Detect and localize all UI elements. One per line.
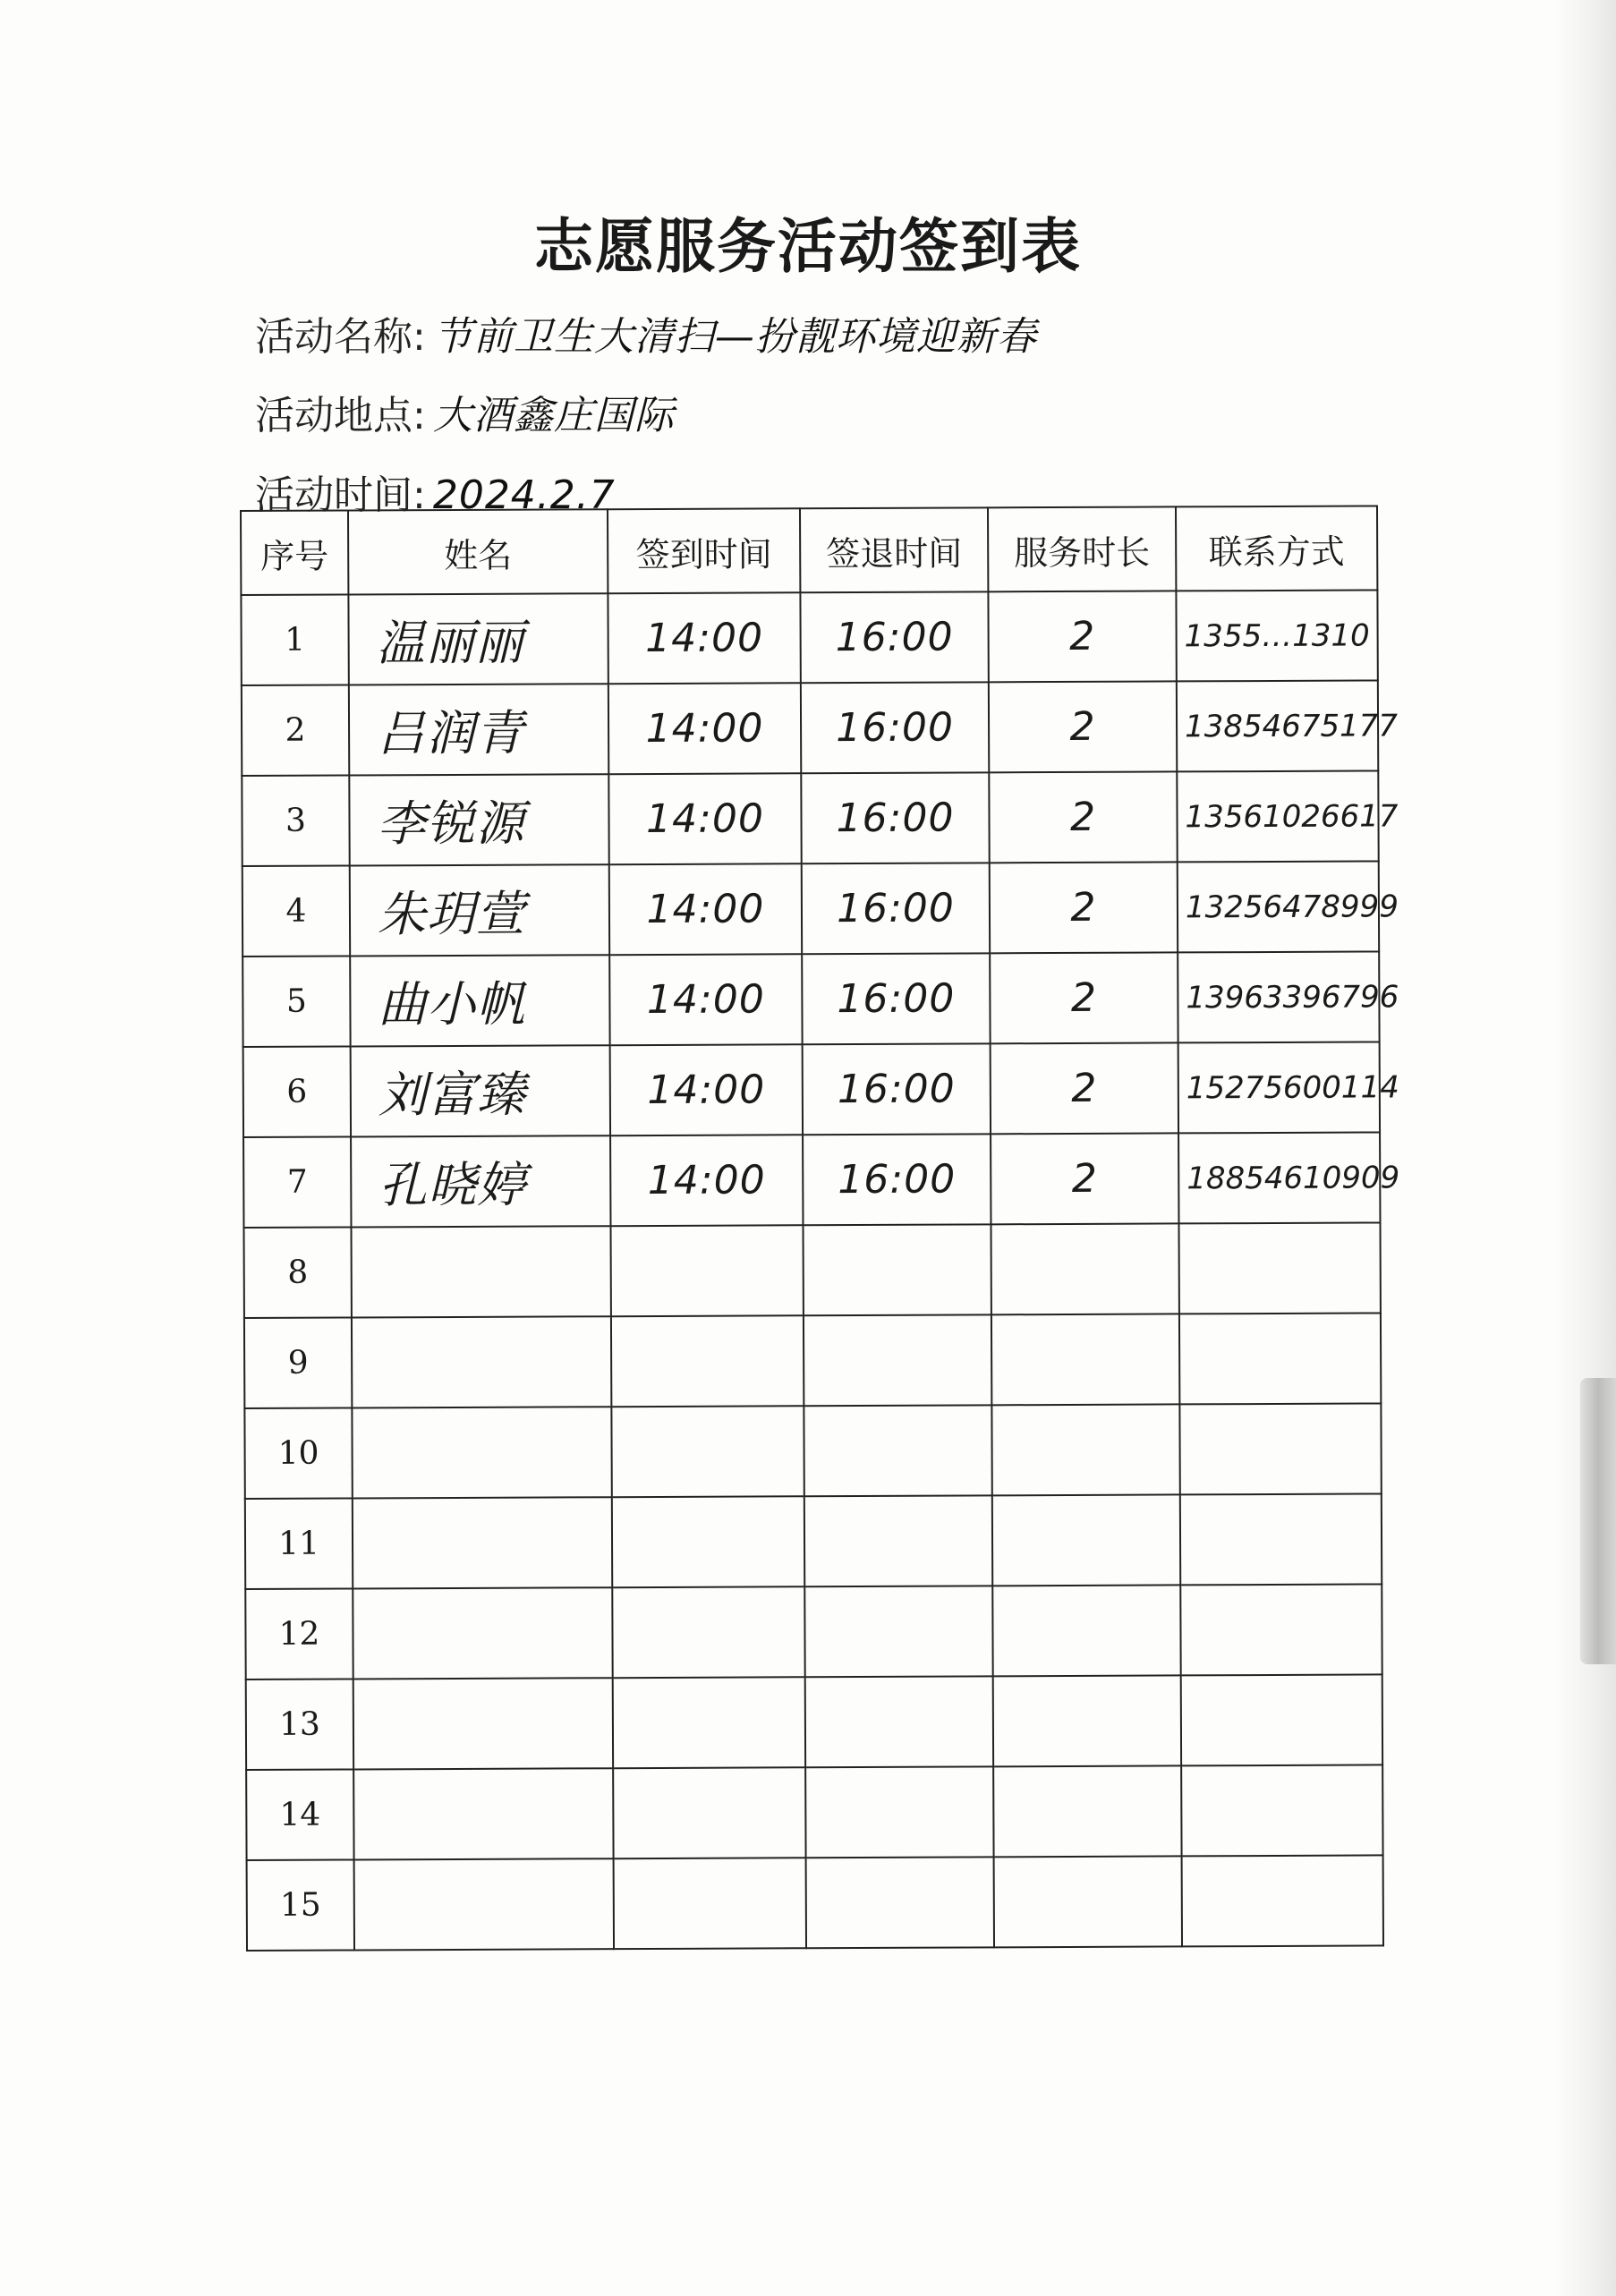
volunteer-name: 曲小帆 — [350, 955, 609, 1046]
signin-time — [614, 1858, 806, 1949]
table-row — [246, 1674, 1382, 1770]
page-edge-shadow — [1553, 0, 1616, 2296]
contact-phone: 13561026617 — [1177, 770, 1378, 862]
volunteer-name: 朱玥萱 — [350, 864, 609, 956]
signin-time: 14:00 — [608, 592, 800, 684]
contact-phone: 1355…1310 — [1176, 590, 1377, 681]
table-row — [243, 1042, 1380, 1137]
volunteer-name: 李锐源 — [349, 774, 608, 865]
signout-time: 16:00 — [802, 863, 990, 954]
signout-time — [805, 1676, 993, 1767]
volunteer-name: 吕润青 — [349, 684, 608, 775]
contact-phone: 13256478999 — [1178, 861, 1379, 952]
row-index: 8 — [243, 1227, 351, 1318]
activity-place-value: 大酒鑫庄国际 — [432, 393, 675, 438]
row-index: 9 — [244, 1317, 352, 1408]
signout-time — [804, 1314, 991, 1406]
service-hours — [991, 1404, 1179, 1495]
row-index: 3 — [242, 775, 349, 866]
contact-phone — [1179, 1313, 1381, 1404]
table-row — [242, 951, 1379, 1047]
signout-time: 16:00 — [803, 1043, 991, 1135]
binder-clip-shadow — [1580, 1378, 1616, 1664]
service-hours — [991, 1314, 1179, 1405]
contact-phone: 13963396796 — [1178, 951, 1379, 1042]
row-index: 7 — [243, 1136, 351, 1228]
header-signin-time: 签到时间 — [608, 508, 800, 593]
signout-time: 16:00 — [801, 682, 989, 773]
service-hours — [993, 1765, 1181, 1857]
table-row — [246, 1765, 1382, 1860]
signin-time — [613, 1677, 805, 1768]
signout-time — [804, 1586, 992, 1677]
contact-phone — [1180, 1493, 1382, 1585]
activity-place-label: 活动地点: — [255, 393, 426, 438]
contact-phone: 13854675177 — [1177, 680, 1378, 771]
row-index: 5 — [242, 956, 350, 1047]
row-index: 10 — [244, 1407, 352, 1499]
service-hours: 2 — [990, 862, 1178, 953]
service-hours: 2 — [991, 1133, 1178, 1224]
signin-time — [611, 1315, 804, 1407]
signin-time — [610, 1225, 803, 1316]
contact-phone — [1181, 1674, 1382, 1765]
signout-time — [806, 1857, 994, 1948]
signin-time: 14:00 — [609, 863, 802, 955]
table-row — [247, 1855, 1383, 1951]
service-hours: 2 — [989, 681, 1177, 772]
table-row — [242, 770, 1378, 866]
row-index: 1 — [241, 594, 348, 685]
contact-phone — [1181, 1765, 1382, 1856]
signout-time: 16:00 — [801, 772, 989, 863]
row-index: 12 — [245, 1588, 353, 1679]
header-contact: 联系方式 — [1176, 506, 1377, 591]
service-hours — [991, 1223, 1178, 1314]
volunteer-name: 刘富臻 — [351, 1045, 610, 1136]
service-hours: 2 — [990, 952, 1178, 1043]
table-row — [245, 1584, 1382, 1679]
service-hours — [994, 1856, 1182, 1947]
row-index: 4 — [242, 865, 350, 957]
signin-time: 14:00 — [610, 1135, 803, 1226]
signout-time — [804, 1405, 991, 1496]
signout-time — [804, 1495, 992, 1586]
signin-time — [613, 1767, 805, 1858]
table-row — [245, 1493, 1382, 1589]
contact-phone — [1178, 1222, 1380, 1314]
table-row — [244, 1403, 1381, 1499]
header-index: 序号 — [241, 510, 348, 595]
signin-time: 14:00 — [610, 1044, 803, 1135]
volunteer-name — [353, 1587, 612, 1679]
signin-time: 14:00 — [608, 773, 801, 864]
signout-time — [803, 1224, 991, 1315]
volunteer-name: 孔晓婷 — [351, 1135, 610, 1227]
header-service-hours: 服务时长 — [988, 506, 1176, 591]
activity-name-value: 节前卫生大清扫—扮靓环境迎新春 — [432, 314, 1037, 360]
service-hours — [992, 1585, 1180, 1676]
signin-time — [611, 1406, 804, 1497]
activity-name-label: 活动名称: — [255, 314, 426, 360]
volunteer-name — [354, 1858, 614, 1950]
signout-time: 16:00 — [802, 953, 990, 1044]
contact-phone: 18854610909 — [1178, 1132, 1380, 1223]
signout-time — [805, 1766, 993, 1858]
activity-time-label: 活动时间: — [255, 472, 426, 518]
volunteer-name — [351, 1226, 610, 1317]
signin-table — [240, 505, 1400, 1952]
service-hours — [993, 1675, 1181, 1766]
volunteer-name — [352, 1316, 611, 1407]
activity-time-value: 2024.2.7 — [432, 472, 616, 518]
table-row — [243, 1132, 1380, 1228]
activity-name-row — [255, 304, 1037, 361]
table-body — [241, 590, 1400, 1951]
table-header-row — [241, 506, 1377, 595]
service-hours: 2 — [989, 771, 1177, 863]
row-index: 2 — [242, 685, 349, 776]
row-index: 11 — [245, 1498, 353, 1589]
signin-time: 14:00 — [609, 954, 802, 1045]
header-name: 姓名 — [348, 509, 608, 594]
volunteer-name — [353, 1768, 613, 1859]
signin-time: 14:00 — [608, 683, 801, 774]
activity-place-row — [255, 383, 675, 440]
volunteer-name — [352, 1407, 611, 1498]
contact-phone — [1182, 1855, 1383, 1946]
signout-time: 16:00 — [800, 591, 988, 683]
document-title: 志愿服务活动签到表 — [534, 211, 1082, 281]
signout-time: 16:00 — [803, 1134, 991, 1225]
row-index: 6 — [243, 1046, 351, 1137]
volunteer-name: 温丽丽 — [348, 593, 608, 685]
table-row — [241, 590, 1377, 685]
row-index: 14 — [246, 1769, 353, 1860]
volunteer-name — [353, 1497, 612, 1588]
header-signout-time: 签退时间 — [800, 507, 988, 592]
service-hours: 2 — [988, 591, 1176, 682]
table-row — [243, 1222, 1380, 1318]
contact-phone: 15275600114 — [1178, 1042, 1380, 1133]
contact-phone — [1180, 1584, 1382, 1675]
row-index: 15 — [247, 1859, 354, 1951]
volunteer-name — [353, 1678, 613, 1769]
row-index: 13 — [246, 1679, 353, 1770]
contact-phone — [1179, 1403, 1381, 1494]
table-row — [242, 680, 1378, 776]
table-row — [242, 861, 1379, 957]
signin-time — [612, 1586, 804, 1678]
service-hours — [992, 1494, 1180, 1586]
service-hours: 2 — [991, 1042, 1178, 1134]
signin-time — [612, 1496, 804, 1587]
table-row — [244, 1313, 1381, 1408]
